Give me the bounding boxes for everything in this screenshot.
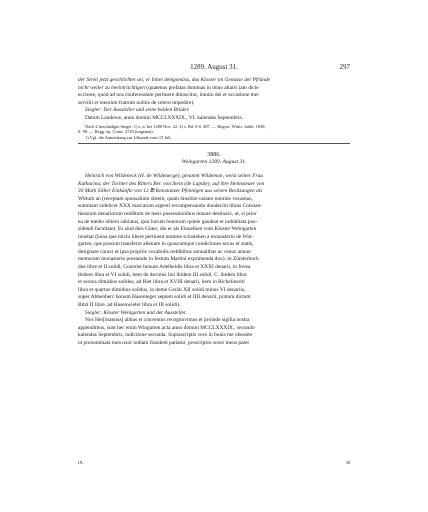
regest-paragraph [78, 173, 350, 310]
siegler-line: Siegler: Kloster Weingarten und der Aussteller. [85, 309, 187, 316]
page-number: 297 [339, 63, 350, 71]
document-3886 [78, 151, 350, 347]
footnote: 1) Vgl. die Anmerkung zur Urkunde vom 15 Juli. [85, 134, 172, 140]
text-line: designare curavi et ipsa propriis vocabulis redditibus annualibus ac cenus annuo [78, 248, 251, 255]
text-line: et sextus dimidius solidus, ad Riet libra et XVIII denarii, item in Richelinsriti [78, 279, 245, 286]
section-divider [78, 143, 350, 144]
text-line: Heinrich von Wildeneck (H. de Wildenecge), genannt Wildeman, weist seiner Frau [85, 172, 263, 179]
document-place-date: Weingarten 1289. August 31. [181, 159, 247, 166]
text-line: due libre et II solidi, Gozeriet bonum Adelheidis libra et XXXI denarii, in fovea [78, 264, 251, 271]
text-line: ea de medio obiero sublatus, ipsa horum bonorum quiete gaudeat et indubitata pos- [78, 218, 258, 225]
text-line: Katharina, der Tochter des Ritters Ber. von Stein (de Lapide), auf ihre Heimsteuer von [78, 180, 265, 187]
footnote: S. 98. — Regg. ep. Const. 2729 (ungenau). [78, 129, 154, 135]
text-line: Wittum an (receptam sponsalium dotem, quam hinstüre usitato nomine vocamus, [78, 195, 253, 202]
text-line: der Streit jetzt geschlichtet sei; er bittet demgemäss, das Kloster im Genusse der Pfründe [78, 77, 271, 83]
text-line: kalendas Septembris, indictione secunda. Suprascriptis vero in bonis me obeunte [78, 332, 253, 339]
signature-mark: IX. [78, 460, 84, 465]
text-line: tiensium denariorum redditum de meis possessionibus donare destinavi, ut, si prior [78, 210, 257, 217]
footnotes [78, 124, 350, 141]
sheet-mark: 38 [345, 460, 350, 465]
page-body [78, 77, 350, 348]
text-line: nicht weiter zu beeinträchtigen (quatenus prefatas dominas in dono altaris iam dicte [78, 84, 259, 91]
text-line: innehat (bona que michi libere pertinent nomine scinslehen a monasterio de Win- [78, 233, 254, 240]
text-line: memorato monasterio prestando in festum Martini exprimenda dux): in Zünderbach [78, 256, 259, 263]
text-line: libra et quartus dimidius solidus, in deme Geräti XII solidi minus VI denariis, [78, 286, 246, 293]
text-line: Nos Her[mannus] abbas et conventus recognovimus et proinde sigilla nostra [85, 317, 250, 324]
text-line: Bitzi II libre, ad Hasenwieler libra et III solidi). [78, 302, 181, 309]
document-number: 3886. [207, 152, 221, 159]
text-line: servitii et meorum fratrum nolitis de cetero impedire). [78, 99, 195, 106]
text-line: ibidem libra et VI solidi, item de decimis lini ibidem III solidi, C. ibidem libra [78, 271, 247, 278]
text-line: ecclesie, quod ad nos conferendum pertinere dinoscitur, intuitu dei et occasione mei [78, 92, 259, 99]
closing-paragraph [78, 317, 350, 347]
text-line: sidendi facultate). Es sind dies Güter, die er als Einzelhen vom Kloster Weingarten [78, 226, 257, 233]
text-line: summam videlicet XXX marcarum argenti recompensando duodecim libras Constan- [78, 203, 263, 210]
running-header [78, 63, 350, 72]
previous-document-end [78, 77, 350, 140]
footnote: Nach 2 beschädigte Siegel: 1) s. n. bei 1280 Nov. 22. 2) s. Bd. 8 S. 407. — Regest: Württ. Jahrb. 1838, [85, 123, 266, 129]
siegler-line: Siegler: Der Aussteller und seine beiden Brüder. [85, 107, 190, 114]
text-line: super Abbenberc bonum Hasenleger septem solidi et IIII denarii, pratum dictum [78, 294, 251, 301]
text-line: 30 Mark Silber Einkünfte von 12 ℔ Konstanzer Pfennigen aus seinen Besitzungen als [78, 188, 263, 195]
header-date: 1289. August 31. [190, 63, 238, 71]
text-line: ut prenominata mea uxor nullam fraudem patiatur, prescriptos socer meus pater [78, 340, 250, 346]
text-line: appendimus, sunt hec enim Wingarten acta anno domini MCCLXXXIX., secundo [78, 324, 255, 331]
text-line: garten, que possum transferre alienare in quascumque condiciones sexus et statis, [78, 241, 254, 248]
datum-line: Datum Landowe, anno domini MCCLXXXIX., VI. kalendas Septembris. [85, 114, 244, 121]
